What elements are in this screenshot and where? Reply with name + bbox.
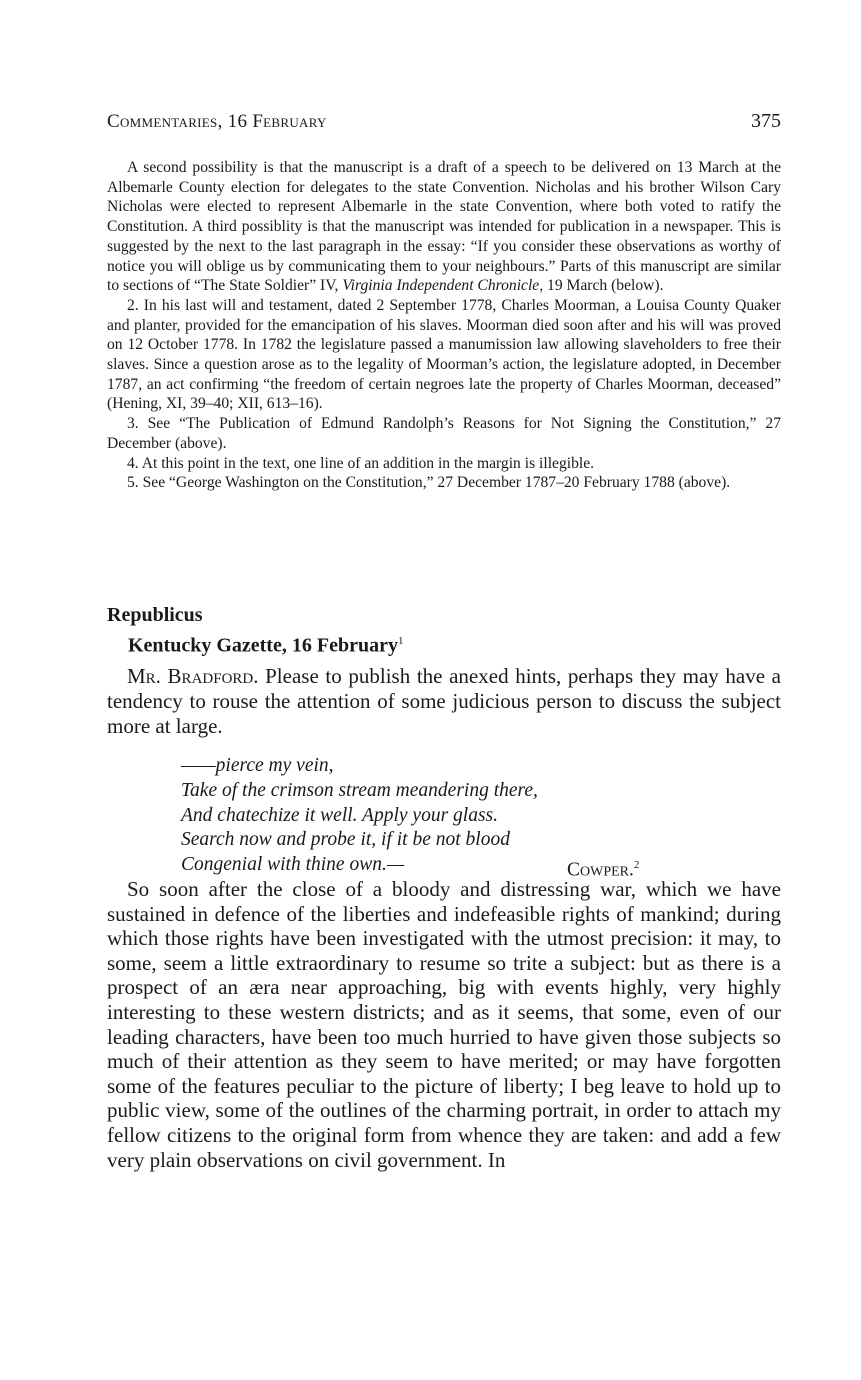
running-header bbox=[107, 110, 781, 133]
footnote-marker: 2 bbox=[633, 859, 640, 871]
running-head-title: Commentaries, 16 February bbox=[107, 111, 327, 132]
section-title: Republicus bbox=[107, 604, 203, 626]
section-subtitle: Kentucky Gazette, 16 February$^1$ bbox=[128, 634, 404, 657]
epigraph-poem bbox=[181, 754, 681, 881]
poem-line: Take of the crimson stream meandering there, bbox=[181, 779, 538, 801]
newspaper-title: Virginia Independent Chronicle, bbox=[342, 277, 544, 295]
endnote-3: 3. See “The Publication of Edmund Randolph’s Reasons for Not Signing the Constitution,” 27 December (above). bbox=[107, 415, 781, 452]
endnote-4: 4. At this point in the text, one line of an addition in the margin is illegible. bbox=[127, 454, 595, 472]
body-paragraph: So soon after the close of a bloody and distressing war, which we have sustained in defence of the liberties and indefeasible rights of mankind; during which those rights have been investigated with the utmost precision: it may, to some, seem a little extraordinary to resume so trite a subject: but as there is a prospect of an æra near approaching, big with events highly, very highly interesting to these western districts; and as it seems, that some, even of our leading characters, have been too much hurried to have given those subjects so much of their attention as they seem to have merited; or may have forgotten some of the features peculiar to the picture of liberty; I beg leave to hold up to public view, some of the outlines of the charming portrait, in order to attach my fellow citizens to the original form from whence they are taken: and add a few very plain observations on civil government. In bbox=[107, 877, 781, 1172]
addressee: Mr. Bradford. bbox=[127, 664, 259, 688]
intro-paragraph: Mr. Bradford. Please to publish the anexed hints, perhaps they may have a tendency to rouse the attention of some judicious person to discuss the subject more at large. bbox=[107, 664, 781, 738]
endnote-1-continued: A second possibility is that the manuscript is a draft of a speech to be delivered on 13 March at the Albemarle County election for delegates to the state Convention. Nicholas and his brother Wilson Cary Nicholas were elected to represent Albemarle in the state Convention, where both voted to ratify the Constitution. A third possiblity is that the manuscript was intended for publication in a newspaper. This is suggested by the next to the last paragraph in the essay: “If you consider these observations as worthy of notice you will oblige us by communicating them to your neighbours.” Parts of this manuscript are similar to sections of “The State Soldier” IV, Virginia Independent Chronicle, 19 March (below). bbox=[107, 159, 781, 295]
poem-line: Congenial with thine own.— bbox=[181, 854, 405, 876]
essay-body bbox=[107, 877, 781, 1172]
footnote-marker: 1 bbox=[397, 635, 404, 647]
endnotes bbox=[107, 158, 781, 493]
poem-line: And chatechize it well. Apply your glass. bbox=[181, 804, 499, 826]
poem-line: Search now and probe it, if it be not blood bbox=[181, 829, 510, 851]
page-number: 375 bbox=[751, 110, 781, 132]
poem-line: ——pierce my vein, bbox=[181, 755, 334, 776]
endnote-2: 2. In his last will and testament, dated 2 September 1778, Charles Moorman, a Louisa County Quaker and planter, provided for the emancipation of his slaves. Moorman died soon after and his will was proved on 12 October 1778. In 1782 the legislature passed a manumission law allowing slaveholders to free their slaves. Since a question arose as to the legality of Moorman’s action, the legislature adopted, in December 1787, an act confirming “the freedom of certain negroes late the property of Charles Moorman, deceased” (Hening, XI, 39–40; XII, 613–16). bbox=[107, 296, 781, 413]
endnote-5: 5. See “George Washington on the Constitution,” 27 December 1787–20 February 1788 (above). bbox=[127, 474, 731, 492]
poem-attribution: Cowper.$^2$ bbox=[567, 859, 640, 881]
